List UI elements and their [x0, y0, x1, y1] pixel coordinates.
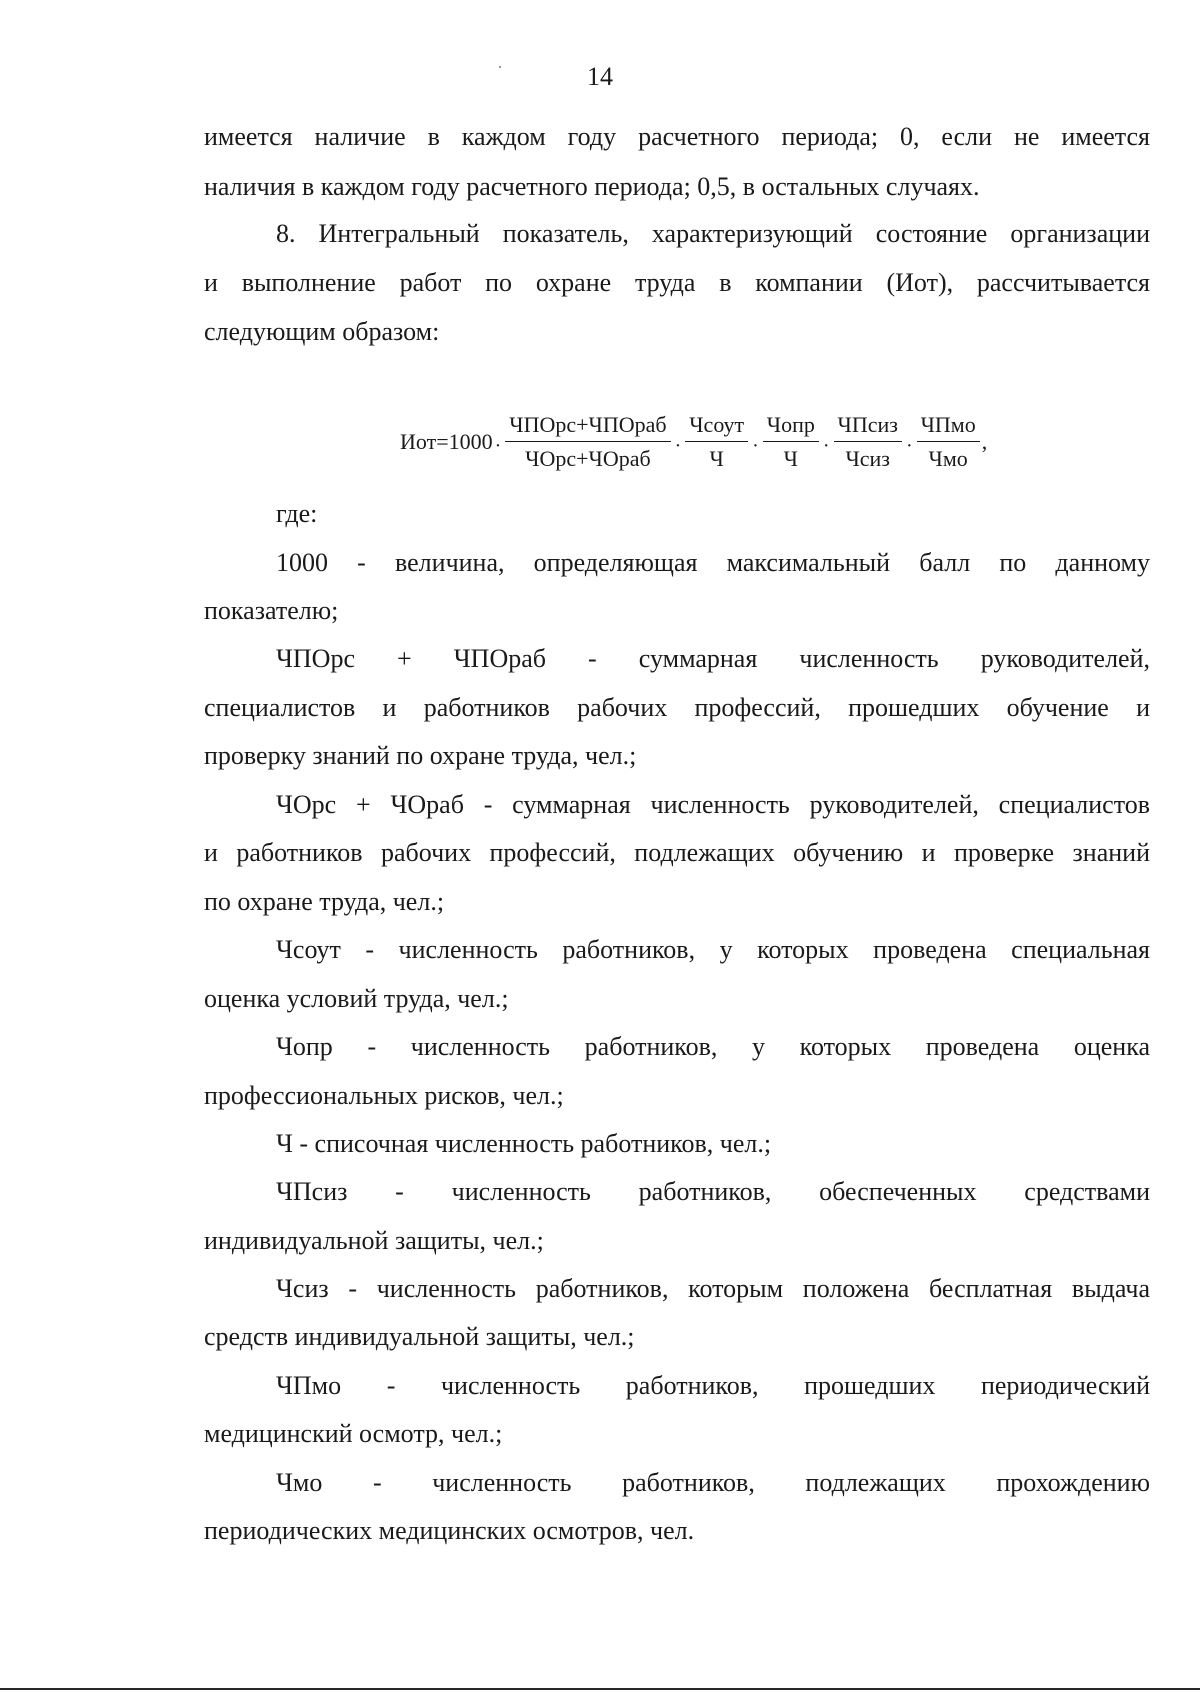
text-line: наличия в каждом году расчетного периода; 0,5, в остальных случаях.	[204, 172, 980, 201]
text-line: оценка условий труда, чел.;	[204, 984, 509, 1013]
formula-fraction	[917, 412, 980, 472]
formula-dot: ·	[905, 434, 913, 457]
text-line: ЧПсиз - численность работников, обеспеченных средствами	[276, 1177, 1150, 1206]
page-bottom-rule	[0, 1688, 1200, 1690]
fraction-denominator: Чмо	[928, 446, 968, 471]
text-line: где:	[276, 499, 318, 528]
text-line: Чсоут - численность работников, у которых проведена специальная	[276, 935, 1150, 964]
formula	[400, 412, 987, 472]
fraction-denominator: Ч	[783, 446, 798, 471]
fraction-denominator: Ч	[709, 446, 724, 471]
text-line: Чопр - численность работников, у которых проведена оценка	[276, 1032, 1150, 1061]
fraction-denominator: Чсиз	[845, 446, 890, 471]
fraction-numerator: Чсоут	[685, 412, 748, 442]
text-line: 1000 - величина, определяющая максимальный балл по данному	[276, 548, 1150, 577]
formula-trailing-comma: ,	[981, 429, 988, 454]
text-line: Ч - списочная численность работников, чел.;	[276, 1129, 772, 1158]
text-line: и выполнение работ по охране труда в компании (Иот), рассчитывается	[204, 268, 1150, 297]
text-line: проверку знаний по охране труда, чел.;	[204, 741, 637, 770]
formula-dot: ·	[494, 434, 502, 457]
text-line: 8. Интегральный показатель, характеризующий состояние организации	[276, 219, 1150, 248]
fraction-numerator: ЧПОрс+ЧПОраб	[505, 412, 670, 442]
text-line: Чсиз - численность работников, которым положена бесплатная выдача	[276, 1274, 1150, 1303]
text-line: Чмо - численность работников, подлежащих прохождению	[276, 1468, 1150, 1497]
formula-lhs: Иот=1000	[400, 429, 493, 454]
page-number: 14	[587, 62, 613, 91]
fraction-numerator: Чопр	[763, 412, 819, 442]
text-line: ЧПмо - численность работников, прошедших периодический	[276, 1371, 1150, 1400]
text-line: периодических медицинских осмотров, чел.	[204, 1516, 695, 1545]
fraction-denominator: ЧОрс+ЧОраб	[525, 446, 651, 471]
formula-dot: ·	[674, 434, 682, 457]
fraction-numerator: ЧПмо	[917, 412, 980, 442]
formula-fraction	[685, 412, 748, 472]
text-line: ЧПОрс + ЧПОраб - суммарная численность руководителей,	[276, 644, 1150, 673]
text-line: показателю;	[204, 596, 339, 625]
text-line: следующим образом:	[204, 317, 440, 346]
text-line: медицинский осмотр, чел.;	[204, 1419, 503, 1448]
text-line: по охране труда, чел.;	[204, 887, 445, 916]
formula-fraction	[505, 412, 670, 472]
text-line: средств индивидуальной защиты, чел.;	[204, 1322, 635, 1351]
formula-dot: ·	[752, 434, 759, 457]
formula-fraction	[763, 412, 819, 472]
text-line: индивидуальной защиты, чел.;	[204, 1226, 544, 1255]
text-line: профессиональных рисков, чел.;	[204, 1081, 564, 1110]
text-line: специалистов и работников рабочих профессий, прошедших обучение и	[204, 693, 1150, 722]
text-line: ЧОрс + ЧОраб - суммарная численность руководителей, специалистов	[276, 790, 1150, 819]
text-line: и работников рабочих профессий, подлежащих обучению и проверке знаний	[204, 838, 1150, 867]
fraction-numerator: ЧПсиз	[834, 412, 902, 442]
formula-dot: ·	[822, 434, 830, 457]
text-line: имеется наличие в каждом году расчетного периода; 0, если не имеется	[204, 122, 1150, 151]
formula-fraction	[834, 412, 902, 472]
